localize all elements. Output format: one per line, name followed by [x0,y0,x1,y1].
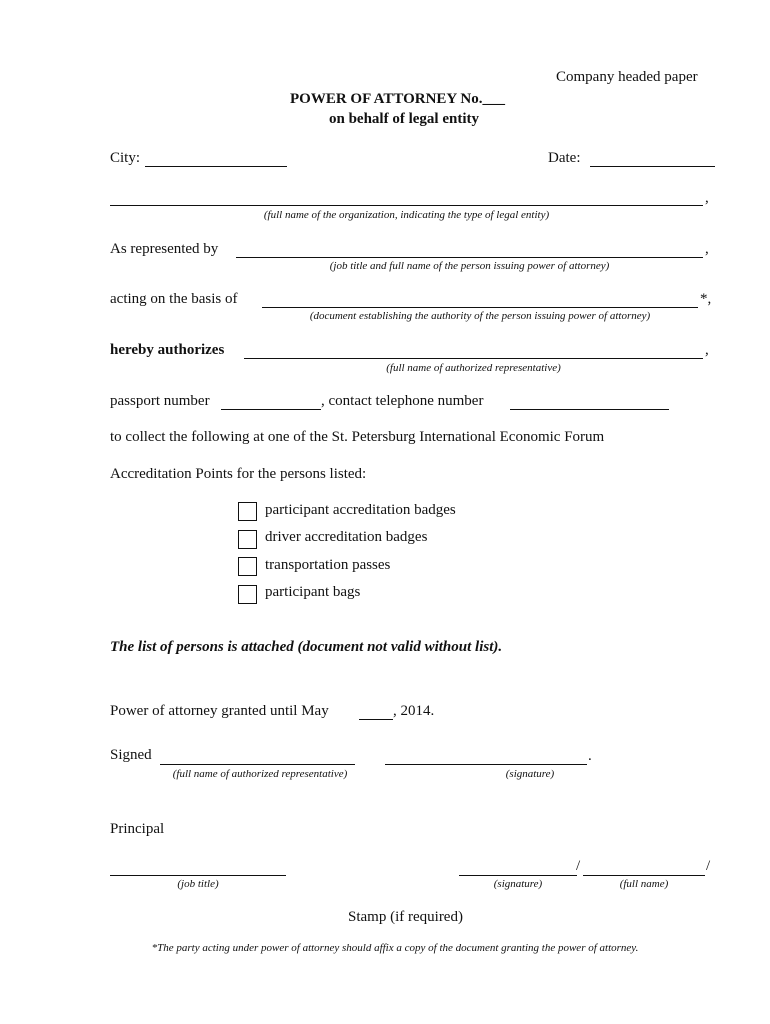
city-field[interactable] [145,166,287,167]
represented-by-label: As represented by [110,241,219,257]
principal-separator-1: / [576,858,581,874]
represented-by-caption: (job title and full name of the person issuing power of attorney) [329,260,610,272]
hereby-authorizes-label: hereby authorizes [110,342,225,358]
signed-period: . [588,748,592,764]
principal-separator-2: / [706,858,711,874]
signed-signature-field[interactable] [385,764,587,765]
granted-until-prefix: Power of attorney granted until May [110,703,329,719]
checkbox-driver-badges[interactable] [238,530,257,549]
document-title: POWER OF ATTORNEY No.___ [290,91,506,107]
collect-text-line-2: Accreditation Points for the persons listed: [110,466,367,482]
signed-name-field[interactable] [160,764,355,765]
granted-day-field[interactable] [359,719,393,720]
signed-signature-caption: (signature) [505,768,555,780]
option-label-participant-badges: participant accreditation badges [265,502,456,518]
acting-basis-field[interactable] [262,307,698,308]
signed-label: Signed [110,747,152,763]
acting-basis-end: *, [700,291,712,307]
option-label-participant-bags: participant bags [265,584,361,600]
represented-by-comma: , [705,241,709,257]
acting-basis-caption: (document establishing the authority of the person issuing power of attorney) [309,310,651,322]
granted-until-suffix: , 2014. [393,703,435,719]
signed-name-caption: (full name of authorized representative) [172,768,348,780]
organization-name-field[interactable] [110,205,703,206]
authorizes-comma: , [705,342,709,358]
passport-number-field[interactable] [221,409,321,410]
organization-caption: (full name of the organization, indicating the type of legal entity) [263,209,550,221]
collect-text-line-1: to collect the following at one of the St. Petersburg International Economic Forum [110,429,605,445]
company-headed-paper-note: Company headed paper [556,69,698,85]
acting-basis-label: acting on the basis of [110,291,238,307]
date-label: Date: [548,150,581,166]
checkbox-participant-bags[interactable] [238,585,257,604]
authorizes-caption: (full name of authorized representative) [386,362,561,374]
principal-full-name-field[interactable] [583,875,705,876]
option-label-driver-badges: driver accreditation badges [265,529,428,545]
footnote: *The party acting under power of attorney should affix a copy of the document granting the power of attorney. [151,942,639,954]
principal-job-title-caption: (job title) [177,878,219,890]
principal-signature-caption: (signature) [493,878,543,890]
principal-label: Principal [110,821,165,837]
document-subtitle: on behalf of legal entity [329,111,479,127]
checkbox-participant-badges[interactable] [238,502,257,521]
city-label: City: [110,150,141,166]
contact-telephone-field[interactable] [510,409,669,410]
stamp-label: Stamp (if required) [348,909,463,925]
principal-signature-field[interactable] [459,875,577,876]
date-field[interactable] [590,166,715,167]
option-label-transportation-passes: transportation passes [265,557,391,573]
checkbox-transportation-passes[interactable] [238,557,257,576]
principal-full-name-caption: (full name) [619,878,669,890]
organization-line-comma: , [705,190,709,206]
authorized-representative-field[interactable] [244,358,703,359]
represented-by-field[interactable] [236,257,703,258]
passport-number-label: passport number [110,393,210,409]
list-attached-note: The list of persons is attached (document not valid without list). [110,639,503,655]
contact-telephone-label: , contact telephone number [321,393,484,409]
principal-job-title-field[interactable] [110,875,286,876]
